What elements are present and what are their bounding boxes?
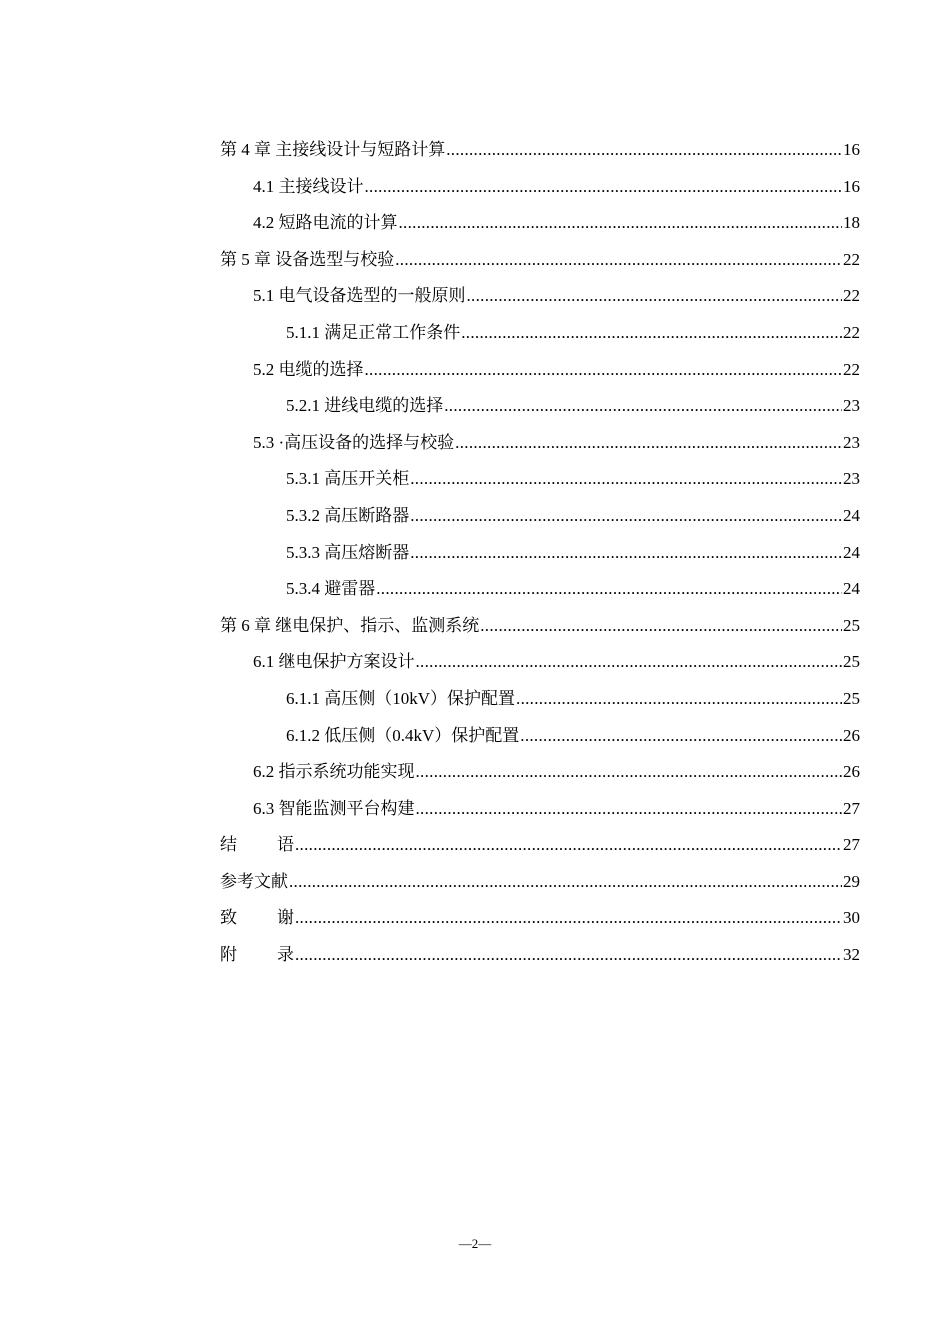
toc-entry-title: 4.1 主接线设计 [253,176,364,196]
toc-entry-6-2[interactable] [220,754,860,791]
toc-entry-chapter-5[interactable] [220,242,860,279]
toc-entry-page: 27 [843,835,860,855]
toc-entry-title: 5.3.1 高压开关柜 [286,469,410,489]
toc-entry-title [220,937,294,974]
toc-entry-references[interactable] [220,864,860,901]
toc-entry-5-3-4[interactable] [220,571,860,608]
toc-entry-chapter-6[interactable] [220,608,860,645]
toc-entry-chapter-4[interactable] [220,132,860,169]
toc-dot-leader [295,900,842,937]
toc-entry-title: 4.2 短路电流的计算 [253,213,398,233]
toc-entry-page: 22 [843,359,860,379]
toc-entry-6-1-2[interactable] [220,718,860,755]
toc-entry-title: 第 5 章 设备选型与校验 [220,249,395,269]
toc-dot-leader [365,352,843,389]
table-of-contents [220,132,860,974]
toc-entry-page: 18 [843,213,860,233]
toc-entry-title-char-2: 录 [277,945,294,965]
toc-entry-title: 5.3.3 高压熔断器 [286,542,410,562]
toc-entry-title: 第 6 章 继电保护、指示、监测系统 [220,615,480,635]
toc-entry-title-char-2: 谢 [277,908,294,928]
toc-entry-page: 22 [843,286,860,306]
toc-entry-page: 16 [843,140,860,159]
toc-entry-5-3-3[interactable] [220,535,860,572]
toc-entry-page: 16 [843,176,860,196]
toc-entry-title: 第 4 章 主接线设计与短路计算 [220,140,446,159]
toc-entry-page: 26 [843,725,860,745]
toc-entry-title: 6.3 智能监测平台构建 [253,798,415,818]
toc-entry-title-char-1: 结 [220,835,237,855]
toc-entry-appendix[interactable] [220,937,860,974]
toc-dot-leader [410,535,842,572]
toc-entry-title: 5.3.4 避雷器 [286,579,376,599]
toc-entry-4-2[interactable] [220,205,860,242]
toc-entry-5-3-2[interactable] [220,498,860,535]
toc-entry-page: 30 [843,908,860,928]
toc-dot-leader [520,718,842,755]
toc-entry-page: 27 [843,798,860,818]
toc-entry-page: 23 [843,469,860,489]
toc-entry-page: 24 [843,505,860,525]
toc-entry-5-3[interactable] [220,425,860,462]
toc-entry-5-1[interactable] [220,278,860,315]
toc-entry-page: 26 [843,762,860,782]
toc-entry-4-1[interactable] [220,169,860,206]
toc-entry-title [220,900,294,937]
toc-entry-page: 23 [843,396,860,416]
toc-entry-page: 24 [843,579,860,599]
toc-entry-title: 5.2.1 进线电缆的选择 [286,396,444,416]
toc-entry-5-3-1[interactable] [220,461,860,498]
toc-entry-title: 5.1.1 满足正常工作条件 [286,322,461,342]
page-number-footer: —2— [458,1236,492,1251]
toc-entry-page: 22 [843,249,860,269]
toc-entry-page: 25 [843,652,860,672]
toc-dot-leader [416,791,843,828]
toc-entry-page: 25 [843,615,860,635]
toc-dot-leader [461,315,842,352]
toc-dot-leader [410,498,842,535]
toc-dot-leader [416,644,843,681]
toc-entry-title: 6.2 指示系统功能实现 [253,762,415,782]
toc-entry-page: 22 [843,322,860,342]
toc-dot-leader [376,571,842,608]
toc-dot-leader [516,681,842,718]
toc-dot-leader [365,169,843,206]
toc-entry-5-2[interactable] [220,352,860,389]
toc-entry-title: 5.3 ·高压设备的选择与校验 [253,432,455,452]
toc-entry-title: 5.1 电气设备选型的一般原则 [253,286,466,306]
toc-entry-6-3[interactable] [220,791,860,828]
toc-entry-6-1-1[interactable] [220,681,860,718]
toc-dot-leader [289,864,842,901]
toc-entry-page: 29 [843,871,860,891]
toc-entry-5-1-1[interactable] [220,315,860,352]
toc-entry-title-char-2: 语 [277,835,294,855]
toc-entry-title: 5.3.2 高压断路器 [286,505,410,525]
toc-dot-leader [480,608,842,645]
toc-entry-title: 5.2 电缆的选择 [253,359,364,379]
toc-entry-page: 24 [843,542,860,562]
toc-entry-6-1[interactable] [220,644,860,681]
toc-entry-page: 23 [843,432,860,452]
toc-dot-leader [416,754,843,791]
toc-dot-leader [395,242,842,279]
toc-dot-leader [446,132,842,169]
toc-dot-leader [295,937,842,974]
toc-entry-conclusion[interactable] [220,827,860,864]
toc-entry-title: 参考文献 [220,871,288,891]
toc-entry-title: 6.1.1 高压侧（10kV）保护配置 [286,688,516,708]
toc-entry-5-2-1[interactable] [220,388,860,425]
toc-entry-title [220,827,294,864]
toc-entry-title-char-1: 致 [220,908,237,928]
toc-entry-title: 6.1 继电保护方案设计 [253,652,415,672]
toc-dot-leader [444,388,842,425]
toc-dot-leader [295,827,842,864]
toc-entry-title: 6.1.2 低压侧（0.4kV）保护配置 [286,725,520,745]
toc-entry-title-char-1: 附 [220,945,237,965]
toc-entry-page: 32 [843,945,860,965]
toc-dot-leader [467,278,843,315]
toc-dot-leader [455,425,842,462]
toc-entry-page: 25 [843,688,860,708]
toc-entry-acknowledgements[interactable] [220,900,860,937]
toc-dot-leader [410,461,842,498]
toc-dot-leader [399,205,843,242]
